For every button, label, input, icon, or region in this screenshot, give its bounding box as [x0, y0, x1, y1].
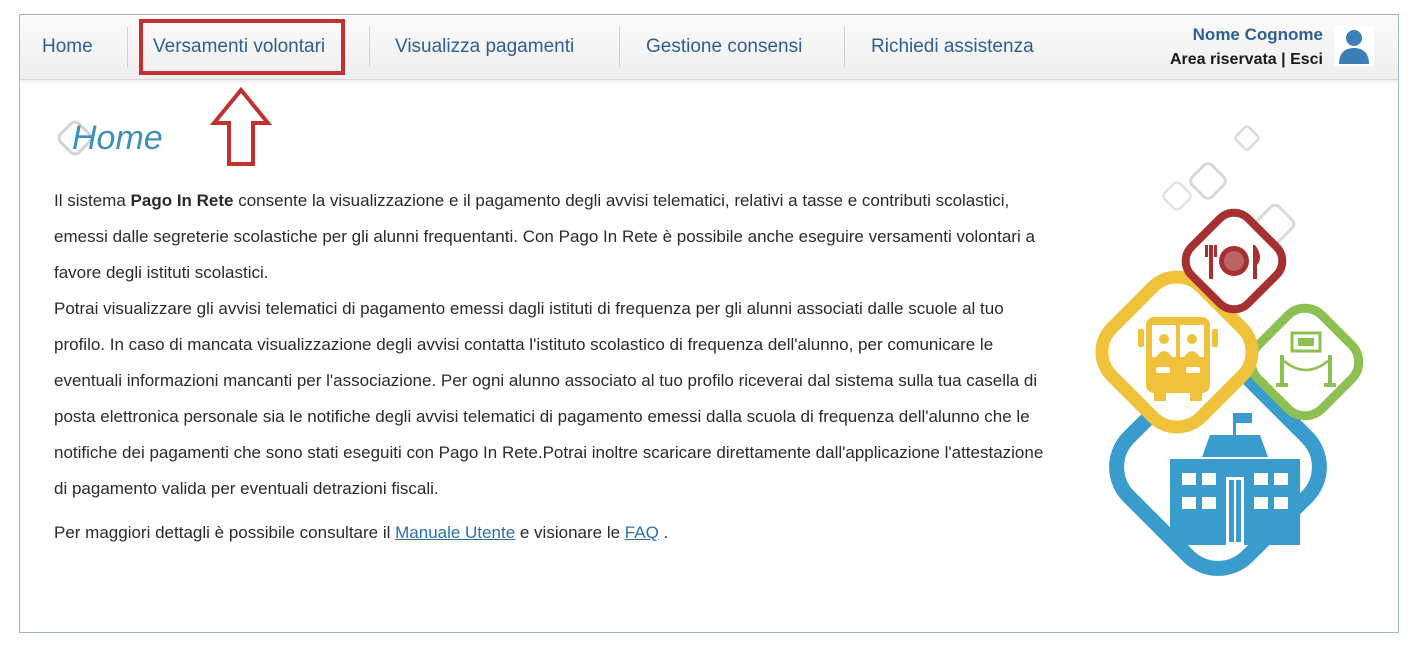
highlight-annotation-box	[139, 19, 345, 75]
details-paragraph: Potrai visualizzare gli avvisi telematici di pagamento emessi dagli istituti di frequenza per gli alunni associati dalle scuole al tuo profilo. In caso di mancata visualizzazione degli avvisi contatta l'istituto scolastico di frequenza dell'alunno, per comunicare le eventuali informazioni mancanti per l'associazione. Per ogni alunno associato al tuo profilo riceverai dal sistema sulla tua casella di posta elettronica personale sia le notifiche degli avvisi telematici di pagamento emessi dalla scuola di frequenza dell'alunno che le notifiche dei pagamenti che sono stati eseguiti con Pago In Rete.Potrai inoltre scaricare direttamente dall'applicazione l'attestazione di pagamento valida per eventuali detrazioni fiscali.	[54, 299, 1044, 498]
nav-home[interactable]: Home	[42, 36, 93, 57]
nav-separator	[619, 27, 620, 67]
manual-link[interactable]: Manuale Utente	[395, 523, 516, 542]
intro-paragraph	[54, 183, 1044, 291]
nav-richiedi-assistenza[interactable]: Richiedi assistenza	[871, 36, 1034, 57]
nav-gestione-consensi[interactable]: Gestione consensi	[646, 36, 803, 57]
top-navbar	[20, 15, 1398, 80]
brand-name: Pago In Rete	[130, 191, 234, 210]
more-prefix: Per maggiori dettagli è possibile consultare il	[54, 523, 396, 542]
up-arrow-annotation	[210, 87, 272, 172]
user-name: Nome Cognome	[1192, 25, 1323, 44]
reserved-area-link[interactable]: Area riservata	[1169, 51, 1277, 68]
nav-separator	[369, 27, 370, 67]
page-title: Home	[72, 119, 163, 157]
intro-prefix: Il sistema	[54, 191, 131, 210]
nav-versamenti-volontari[interactable]: Versamenti volontari	[153, 36, 326, 57]
page-content	[54, 183, 1044, 551]
logout-link[interactable]: Esci	[1290, 51, 1323, 68]
app-frame	[19, 14, 1399, 633]
nav-separator	[127, 27, 128, 67]
faq-link[interactable]: FAQ	[624, 523, 659, 542]
user-links	[1170, 51, 1323, 69]
nav-separator	[844, 27, 845, 67]
nav-visualizza-pagamenti[interactable]: Visualizza pagamenti	[395, 36, 575, 57]
more-suffix: .	[658, 523, 669, 542]
more-info-paragraph	[54, 515, 1044, 551]
intro-text: consente la visualizzazione e il pagamento degli avvisi telematici, relativi a tasse e contributi scolastici, emessi dalle segreterie scolastiche per gli alunni frequentanti. Con Pago In Rete è possibile anche eseguire versamenti volontari a favore degli istituti scolastici.	[54, 191, 1035, 282]
school-services-illustration	[1050, 117, 1390, 627]
user-avatar-icon[interactable]	[1334, 26, 1374, 66]
user-links-separator: |	[1276, 51, 1291, 68]
more-middle: e visionare le	[515, 523, 625, 542]
